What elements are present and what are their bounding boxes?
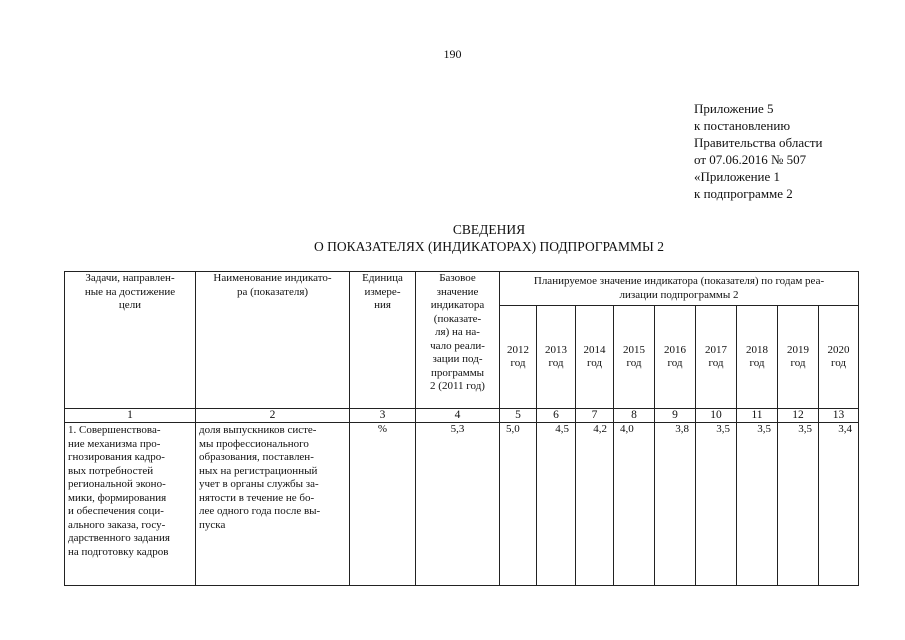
- value-2014-cell: 4,2: [576, 423, 614, 586]
- indicators-table: [64, 271, 859, 586]
- task-cell: [65, 423, 196, 586]
- header-planned-text: Планируемое значение индикатора (показателя) по годам реа- лизации подпрограммы 2: [533, 275, 825, 301]
- header-indicator-text: Наименование индикато- ра (показателя): [213, 272, 332, 298]
- column-number: 13: [819, 409, 859, 423]
- year-2020-header: 2020 год: [819, 306, 859, 409]
- value-2020-cell: 3,4: [819, 423, 859, 586]
- appendix-line: от 07.06.2016 № 507: [694, 152, 807, 167]
- value-2017-cell: 3,5: [696, 423, 737, 586]
- year-2018-header: 2018 год: [737, 306, 778, 409]
- unit-cell: %: [350, 423, 416, 586]
- appendix-line: Приложение 5: [694, 101, 774, 116]
- header-unit: [350, 272, 416, 409]
- header-row-1: [65, 272, 859, 306]
- value-2015-cell: 4,0: [614, 423, 655, 586]
- header-planned: [500, 272, 859, 306]
- column-number: 10: [696, 409, 737, 423]
- column-number: 12: [778, 409, 819, 423]
- indicator-cell: [196, 423, 350, 586]
- appendix-line: к подпрограмме 2: [694, 186, 793, 201]
- year-2013-header: 2013 год: [537, 306, 576, 409]
- base-value-cell: 5,3: [416, 423, 500, 586]
- value-2013-cell: 4,5: [537, 423, 576, 586]
- column-number: 2: [196, 409, 350, 423]
- column-number: 9: [655, 409, 696, 423]
- year-2017-header: 2017 год: [696, 306, 737, 409]
- value-2016-cell: 3,8: [655, 423, 696, 586]
- year-2014-header: 2014 год: [576, 306, 614, 409]
- document-title: [0, 221, 905, 255]
- appendix-line: «Приложение 1: [694, 169, 781, 184]
- header-base-value: [416, 272, 500, 409]
- column-number: 7: [576, 409, 614, 423]
- year-2019-header: 2019 год: [778, 306, 819, 409]
- year-2012-header: 2012 год: [500, 306, 537, 409]
- header-base-text: Базовое значение индикатора (показате- ля) на на- чало реали- зации под- программы 2 (2011 год): [430, 272, 485, 392]
- header-unit-text: Единица измере- ния: [362, 272, 403, 311]
- header-indicator-name: [196, 272, 350, 409]
- title-line-2: О ПОКАЗАТЕЛЯХ (ИНДИКАТОРАХ) ПОДПРОГРАММЫ 2: [314, 239, 664, 254]
- column-number: 8: [614, 409, 655, 423]
- indicator-text: доля выпускников систе- мы профессионального образования, поставлен- ных на регистрационный учет в органы службы за- нятости в течение не бо- лее одного года после вы- пуска: [199, 424, 321, 531]
- column-number-row: [65, 409, 859, 423]
- value-2012-cell: 5,0: [500, 423, 537, 586]
- value-2019-cell: 3,5: [778, 423, 819, 586]
- table-row: [65, 423, 859, 586]
- page-number: 190: [443, 47, 462, 61]
- header-tasks-text: Задачи, направлен- ные на достижение цели: [84, 272, 176, 311]
- column-number: 5: [500, 409, 537, 423]
- column-number: 1: [65, 409, 196, 423]
- year-2015-header: 2015 год: [614, 306, 655, 409]
- year-2016-header: 2016 год: [655, 306, 696, 409]
- header-tasks: [65, 272, 196, 409]
- title-line-1: СВЕДЕНИЯ: [452, 222, 526, 237]
- value-2018-cell: 3,5: [737, 423, 778, 586]
- column-number: 3: [350, 409, 416, 423]
- column-number: 4: [416, 409, 500, 423]
- column-number: 6: [537, 409, 576, 423]
- appendix-line: Правительства области: [694, 135, 823, 150]
- column-number: 11: [737, 409, 778, 423]
- appendix-block: [694, 100, 823, 202]
- task-text: 1. Совершенствова- ние механизма про- гнозирования кадро- вых потребностей региональной эконо- мики, формирования и обеспечения соци- ального заказа, госу- дарственного задания на подготовку кадров: [68, 424, 170, 558]
- appendix-line: к постановлению: [694, 118, 791, 133]
